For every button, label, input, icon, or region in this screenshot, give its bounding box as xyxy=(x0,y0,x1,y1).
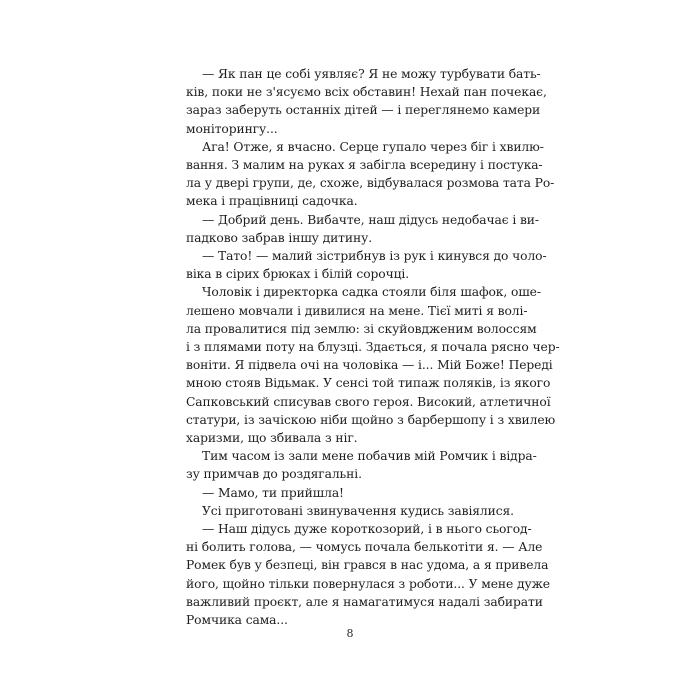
text-line: Усі приготовані звинувачення кудись завіялися. xyxy=(202,503,514,518)
paragraph xyxy=(186,138,555,211)
text-line: Ага! Отже, я вчасно. Серце гупало через біг і хвилю- xyxy=(202,139,544,154)
text-line: мека і працівниці садочка. xyxy=(186,194,358,209)
text-line: мною стояв Відьмак. У сенсі той типаж поляків, із якого xyxy=(186,376,551,391)
text-line: Сапковський списував свого героя. Високий, атлетичної xyxy=(186,394,551,409)
paragraph xyxy=(186,283,560,447)
text-line: ків, поки не з'ясуємо всіх обставин! Нехай пан почекає, xyxy=(186,85,547,100)
paragraph xyxy=(186,65,547,138)
text-line: Ромек був у безпеці, він грався в нас удома, а я привела xyxy=(186,558,549,573)
body-text xyxy=(186,65,560,629)
text-line: ла провалитися під землю: зі скуйовдженим волоссям xyxy=(186,321,537,336)
text-line: лешено мовчали і дивилися на мене. Тієї миті я волі- xyxy=(186,303,528,318)
text-line: моніторингу... xyxy=(186,121,278,136)
text-line: Тим часом із зали мене побачив мій Ромчик і відра- xyxy=(202,449,537,464)
paragraph xyxy=(186,447,537,483)
text-line: воніти. Я підвела очі на чоловіка — і... Мій Боже! Переді xyxy=(186,358,553,373)
text-line: падково забрав іншу дитину. xyxy=(186,230,373,245)
paragraph xyxy=(186,484,514,502)
text-line: статури, із зачіскою ніби щойно з барбершопу і з хвилею xyxy=(186,412,556,427)
text-line: — Тато! — малий зістрибнув із рук і кинувся до чоло- xyxy=(202,249,547,264)
text-line: його, щойно тільки повернулася з роботи... У мене дуже xyxy=(186,576,550,591)
paragraph xyxy=(186,211,539,247)
text-line: зараз заберуть останніх дітей — і переглянемо камери xyxy=(186,103,541,118)
text-line: — Мамо, ти прийшла! xyxy=(202,485,344,500)
paragraph xyxy=(186,520,550,629)
text-line: — Наш дідусь дуже короткозорий, і в нього сьогод- xyxy=(202,522,532,537)
text-line: ні болить голова, — чомусь почала белькотіти я. — Але xyxy=(186,540,543,555)
paragraph xyxy=(186,502,514,520)
text-line: — Як пан це собі уявляє? Я не можу турбувати бать- xyxy=(202,67,541,81)
text-line: ла у двері групи, де, схоже, відбувалася розмова тата Ро- xyxy=(186,176,555,191)
paragraph xyxy=(186,247,547,283)
text-line: важливий проєкт, але я намагатимуся надалі забирати xyxy=(186,594,543,609)
text-line: віка в сірих брюках і білій сорочці. xyxy=(186,267,410,282)
text-line: вання. З малим на руках я забігла всередину і постука- xyxy=(186,158,543,173)
text-line: харизми, що збивала з ніг. xyxy=(186,431,358,446)
text-line: Ромчика сама... xyxy=(186,613,288,628)
text-line: зу примчав до роздягальні. xyxy=(186,467,362,482)
text-line: і з плямами поту на блузці. Здається, я почала рясно чер- xyxy=(186,340,560,355)
page-number: 8 xyxy=(346,627,354,640)
text-line: Чоловік і директорка садка стояли біля шафок, оше- xyxy=(202,285,541,300)
text-line: — Добрий день. Вибачте, наш дідусь недобачає і ви- xyxy=(202,212,539,227)
